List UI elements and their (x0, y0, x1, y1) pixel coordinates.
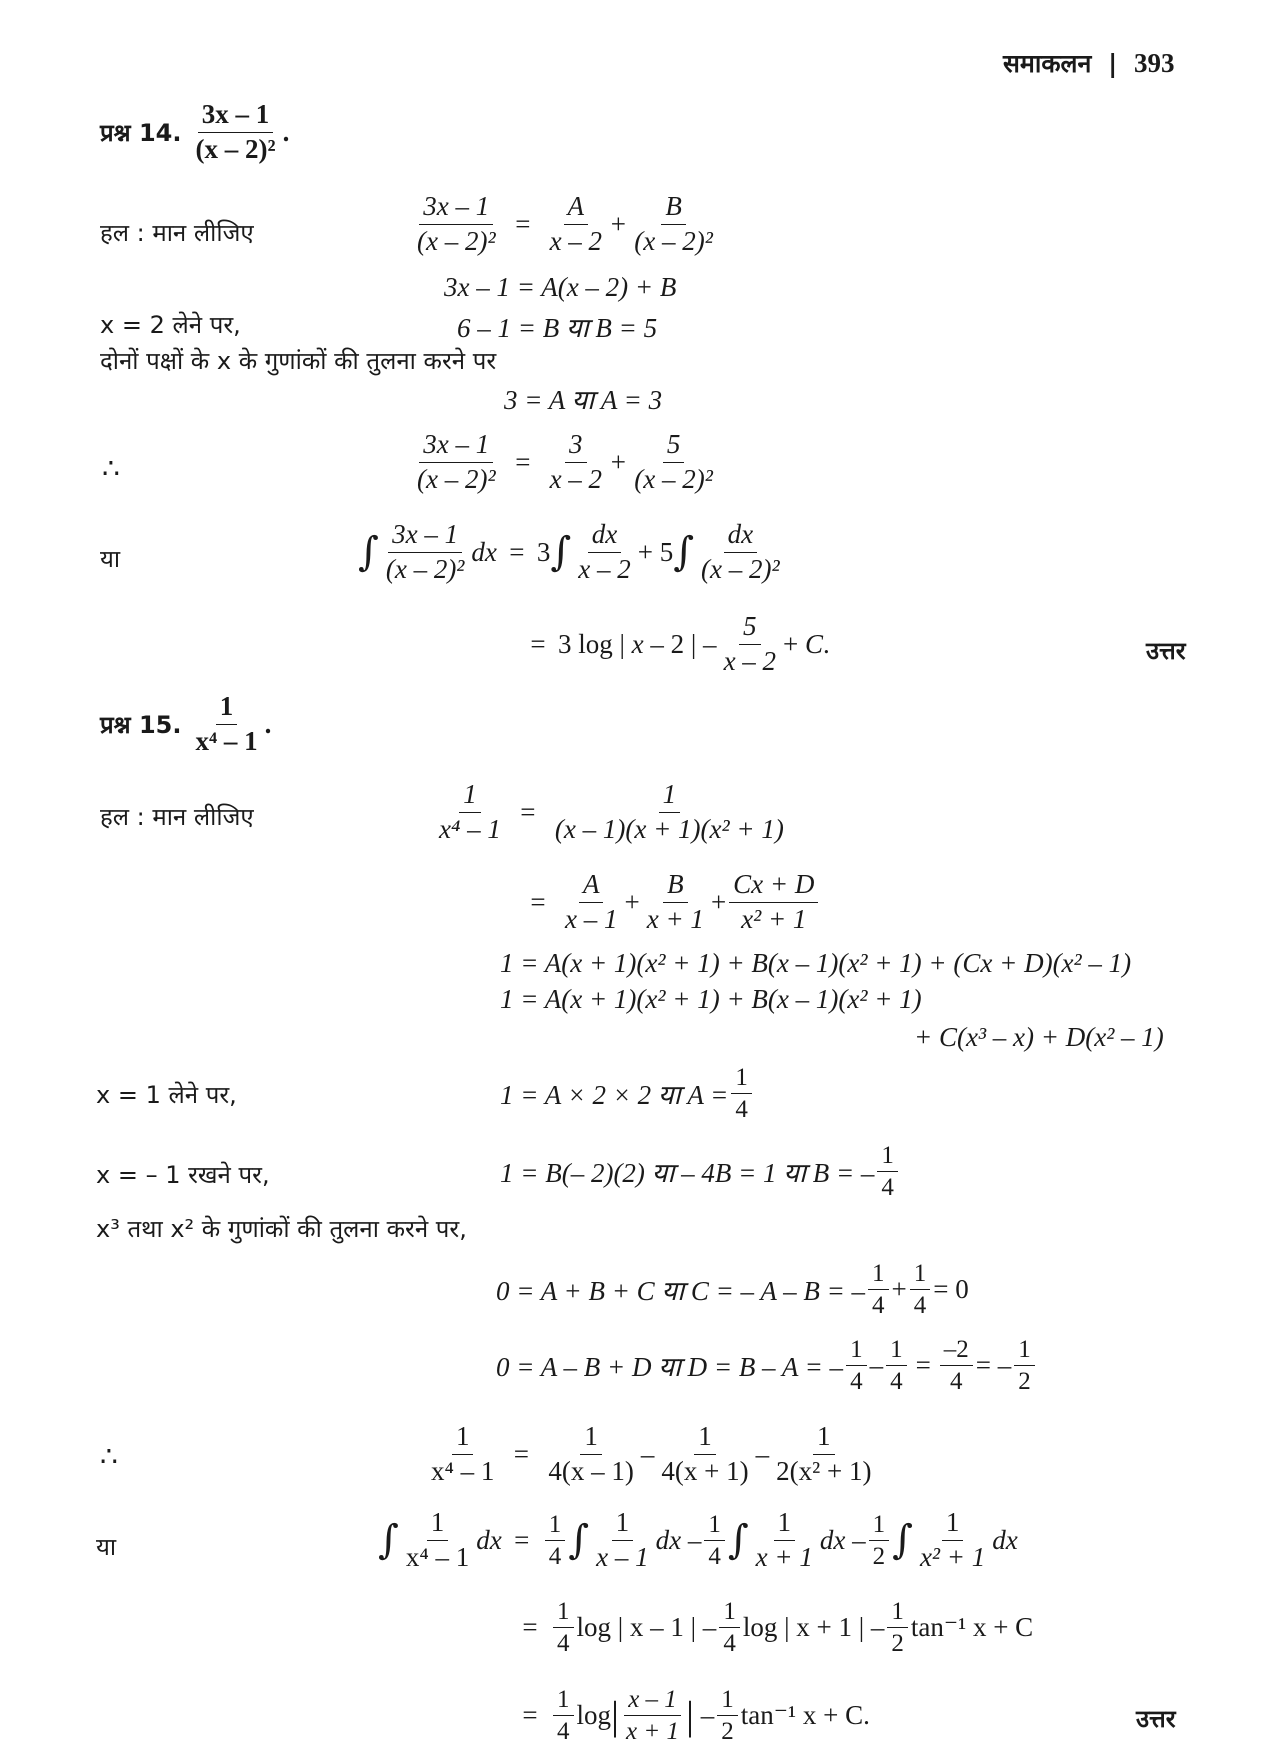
chapter-title: समाकलन (1003, 49, 1092, 78)
plus-sign: + (891, 1274, 907, 1305)
tan-inverse-term: tan⁻¹ x + C. (740, 1700, 870, 1731)
fraction-numerator: A (579, 868, 604, 903)
fraction-numerator: 1 (452, 1420, 474, 1455)
fraction-numerator: 1 (704, 1509, 725, 1541)
q15-equation-4: 1 = A(x + 1)(x² + 1) + B(x – 1)(x² + 1) (500, 984, 922, 1014)
therefore-symbol: ∴ (102, 454, 120, 485)
fraction-numerator: 3x – 1 (419, 428, 493, 463)
fraction-denominator: 4 (548, 1542, 562, 1570)
fraction-numerator: 1 (846, 1334, 867, 1366)
fraction-denominator: (x – 2)² (634, 463, 713, 494)
fraction-numerator: 1 (545, 1509, 566, 1541)
fraction-denominator: 4 (557, 1630, 570, 1658)
put-x-2-label: x = 2 लेने पर, (100, 311, 241, 339)
running-header (1003, 46, 1174, 80)
fraction-numerator: –2 (940, 1334, 973, 1366)
question-15-title: प्रश्न 15. $\frac{1}{\text{x⁴ – 1}}$ . (100, 690, 271, 759)
fraction-numerator: 1 (869, 1509, 890, 1541)
equals-sign: = (915, 1350, 931, 1381)
fraction-denominator: x⁴ – 1 (431, 1455, 495, 1486)
q15-partial-fractions: $\frac{1}{\text{x⁴ – 1}}$ = $\frac{1}{4(x - 1)}$ – $\frac{1}{4(x + 1)}$ – $\frac{1}{\text{2(x² + 1)}}$ (424, 1420, 878, 1489)
log-term-2: log | x + 1 | – (742, 1612, 885, 1643)
fraction-numerator: 3 (565, 428, 587, 463)
q15-final-result: = $\frac{1}{4}$ log | $\frac{x - 1}{x + 1}$ | – $\frac{1}{2}$ tan⁻¹ x + C. (510, 1684, 870, 1748)
answer-label-q15: उत्तर (1136, 1705, 1176, 1733)
fraction-denominator: 4 (890, 1368, 903, 1396)
fraction-denominator: 2 (721, 1718, 734, 1746)
solution-assume-label: हल : मान लीजिए (100, 219, 254, 247)
fraction-numerator: 1 (868, 1258, 889, 1290)
fraction-denominator: 2(x² + 1) (776, 1455, 872, 1486)
q14-equation-3: 6 – 1 = B या B = 5 (457, 313, 658, 343)
fraction-denominator: x⁴ – 1 (195, 725, 258, 756)
fraction-denominator: 4 (950, 1368, 963, 1396)
equation-text: 1 = A × 2 × 2 या A = (500, 1080, 729, 1111)
therefore-symbol-q15: ∴ (100, 1442, 118, 1473)
question-15-label: प्रश्न 15. (100, 710, 182, 739)
page-number: 393 (1133, 48, 1175, 78)
question-14-label: प्रश्न 14. (100, 118, 182, 147)
q14-equation-5: $\frac{3x - 1}{\text{(x – 2)²}}$ = $\frac{3}{x - 2}$ + $\frac{5}{\text{(x – 2)²}}$ (410, 428, 720, 497)
q15-log-result: = $\frac{1}{4}$ log | x – 1 | – $\frac{1}{4}$ log | x + 1 | – $\frac{1}{2}$ tan⁻¹ x + C (510, 1596, 1033, 1660)
fraction-numerator: 1 (942, 1506, 964, 1541)
q14-result: = 3 log | x – 2 | – $\frac{5}{x - 2}$ + C. (518, 610, 830, 679)
fraction-numerator: dx (588, 518, 621, 553)
fraction-denominator: x⁴ – 1 (439, 813, 501, 844)
log-term-3: tan⁻¹ x + C (910, 1612, 1034, 1643)
fraction-denominator: x – 2 (723, 645, 777, 676)
fraction-denominator: 2 (872, 1542, 886, 1570)
fraction-numerator: B (663, 868, 688, 903)
q15-integral: ∫ $\frac{1}{\text{x⁴ – 1}}$ dx = $\frac{1}{4}$ ∫ $\frac{1}{x - 1}$ dx – $\frac{1}{4}$ ∫ $\frac{1}{x + 1}$ dx – $\frac{1}{2}$ ∫ $\frac{1}{\text{x² + 1}}$ dx (378, 1506, 1018, 1575)
fraction-numerator: 1 (813, 1420, 835, 1455)
fraction-numerator: x – 1 (624, 1684, 681, 1716)
question-15-fraction (192, 690, 262, 759)
fraction-numerator: 1 (694, 1420, 716, 1455)
fraction-numerator: 1 (216, 690, 238, 725)
q15-equation-9 (496, 1334, 1038, 1398)
or-label: या (100, 545, 121, 573)
fraction-denominator: x – 2 (578, 553, 631, 584)
fraction-numerator: 5 (663, 428, 685, 463)
fraction-numerator: 1 (553, 1684, 574, 1716)
q15-equation-6 (500, 1062, 755, 1126)
put-x-minus-1-label: x = – 1 रखने पर, (96, 1161, 270, 1189)
fraction-denominator: 2 (891, 1630, 904, 1658)
fraction-denominator: x – 2 (549, 225, 603, 256)
question-14-fraction (192, 98, 280, 167)
fraction-denominator: 2 (1018, 1368, 1031, 1396)
fraction-denominator: (x – 2)² (417, 225, 496, 256)
fraction-denominator: x² + 1 (919, 1541, 986, 1572)
fraction-denominator: (x – 1)(x + 1)(x² + 1) (554, 813, 784, 844)
fraction-numerator: 1 (886, 1334, 907, 1366)
fraction-denominator: x – 2 (549, 463, 603, 494)
fraction-denominator: x² + 1 (741, 903, 807, 934)
header-separator: | (1108, 49, 1118, 78)
fraction-denominator: x + 1 (646, 903, 704, 934)
fraction-denominator: x + 1 (626, 1718, 679, 1746)
fraction-numerator: 1 (719, 1596, 740, 1628)
compare-x3-x2-label: x³ तथा x² के गुणांकों की तुलना करने पर, (96, 1215, 467, 1243)
or-label-q15: या (96, 1533, 117, 1561)
fraction-denominator: (x – 2)² (634, 225, 713, 256)
fraction-numerator: 1 (659, 778, 681, 813)
equation-text: 0 = A + B + C या C = – A – B = – (496, 1276, 866, 1307)
fraction-numerator: 1 (774, 1506, 796, 1541)
minus-sign: – (869, 1350, 884, 1381)
answer-label-q14: उत्तर (1146, 637, 1186, 665)
fraction-denominator: (x – 2)² (385, 553, 465, 584)
fraction-numerator: 1 (910, 1258, 931, 1290)
fraction-numerator: 3x – 1 (388, 518, 462, 553)
fraction-denominator: 4(x + 1) (661, 1455, 749, 1486)
fraction-numerator: dx (724, 518, 757, 553)
fraction-numerator: 1 (1014, 1334, 1035, 1366)
fraction-denominator: x – 1 (565, 903, 618, 934)
q15-equation-8 (496, 1258, 969, 1322)
fraction-denominator: 4 (872, 1292, 885, 1320)
fraction-denominator: 4 (850, 1368, 863, 1396)
fraction-numerator: 1 (459, 778, 481, 813)
fraction-numerator: 1 (427, 1506, 449, 1541)
fraction-denominator: x – 1 (596, 1541, 649, 1572)
fraction-numerator: 3x – 1 (198, 98, 274, 133)
fraction-numerator: 1 (887, 1596, 908, 1628)
fraction-denominator: x + 1 (755, 1541, 813, 1572)
question-14-title: प्रश्न 14. $\frac{3x - 1}{\text{(x – 2)²}}$ . (100, 98, 289, 167)
fraction-numerator: 3x – 1 (419, 190, 493, 225)
fraction-numerator: 1 (731, 1062, 752, 1094)
fraction-denominator: 4 (881, 1174, 894, 1202)
q15-equation-1: $\frac{1}{\text{x⁴ – 1}}$ = $\frac{1}{\text{(x – 1)(x + 1)(x² + 1)}}$ (432, 778, 791, 847)
fraction-numerator: B (661, 190, 686, 225)
q14-equation-2: 3x – 1 = A(x – 2) + B (444, 272, 677, 302)
q14-equation-4: 3 = A या A = 3 (504, 385, 663, 415)
q14-integral: ∫ $\frac{3x - 1}{\text{(x – 2)²}}$ dx = 3 ∫ $\frac{dx}{x - 2}$ + 5 ∫ $\frac{dx}{\text{(x – 2)²}}$ (358, 518, 787, 587)
fraction-denominator: (x – 2)² (701, 553, 780, 584)
equation-end: = 0 (933, 1274, 969, 1305)
q15-equation-3: 1 = A(x + 1)(x² + 1) + B(x – 1)(x² + 1) + (Cx + D)(x² – 1) (500, 948, 1132, 978)
fraction-denominator: 4 (913, 1292, 927, 1320)
fraction-numerator: Cx + D (729, 868, 818, 903)
log-term-1: log | x – 1 | – (576, 1612, 717, 1643)
fraction-denominator: (x – 2)² (417, 463, 496, 494)
fraction-numerator: 1 (580, 1420, 602, 1455)
fraction-denominator: 4 (735, 1096, 748, 1124)
log-term: log (576, 1700, 612, 1731)
fraction-denominator: (x – 2)² (195, 133, 276, 164)
fraction-denominator: 4 (708, 1542, 721, 1570)
equation-end: = – (975, 1350, 1012, 1381)
put-x-1-label: x = 1 लेने पर, (96, 1081, 237, 1109)
q15-equation-7 (500, 1140, 901, 1204)
fraction-denominator: 4 (723, 1630, 736, 1658)
equation-text: 1 = B(– 2)(2) या – 4B = 1 या B = – (500, 1158, 875, 1189)
compare-coefficients-label: दोनों पक्षों के x के गुणांकों की तुलना करने पर (100, 347, 497, 375)
fraction-numerator: 1 (612, 1506, 634, 1541)
fraction-denominator: 4(x – 1) (548, 1455, 634, 1486)
fraction-numerator: A (564, 190, 589, 225)
q14-equation-1: $\frac{3x - 1}{\text{(x – 2)²}}$ = $\frac{A}{x - 2}$ + $\frac{B}{\text{(x – 2)²}}$ (410, 190, 720, 259)
q15-equation-5: + C(x³ – x) + D(x² – 1) (914, 1022, 1164, 1052)
equation-text: 0 = A – B + D या D = B – A = – (496, 1352, 844, 1383)
q15-equation-2: = $\frac{A}{x - 1}$ + $\frac{B}{x + 1}$ + $\frac{Cx + D}{\text{x² + 1}}$ (518, 868, 821, 937)
fraction-denominator: x⁴ – 1 (405, 1541, 470, 1572)
fraction-numerator: 1 (877, 1140, 898, 1172)
fraction-numerator: 1 (553, 1596, 574, 1628)
fraction-numerator: 1 (717, 1684, 738, 1716)
fraction-denominator: 4 (557, 1718, 570, 1746)
solution-assume-label-q15: हल : मान लीजिए (100, 803, 254, 831)
fraction-numerator: 5 (739, 610, 761, 645)
